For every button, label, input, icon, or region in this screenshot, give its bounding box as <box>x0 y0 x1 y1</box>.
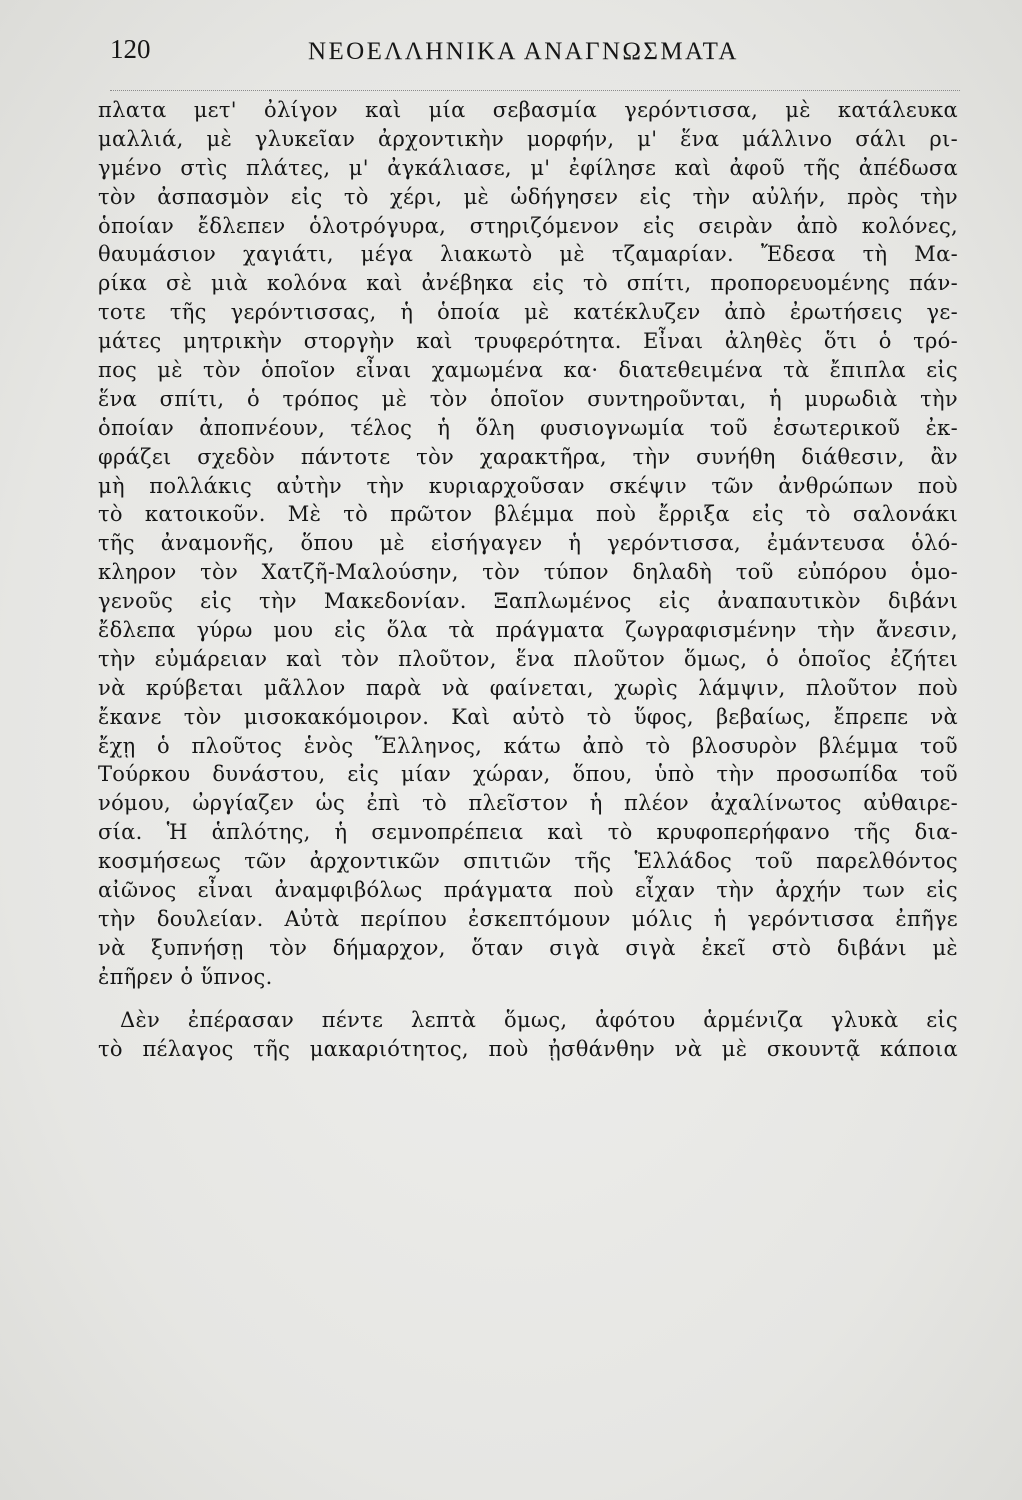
text-line: τὸ κατοικοῦν. Μὲ τὸ πρῶτον βλέμμα ποὺ ἔρριξα εἰς τὸ σαλονάκι <box>98 502 958 527</box>
text-line: Τούρκου δυνάστου, εἰς μίαν χώραν, ὅπου, ὑπὸ τὴν προσωπίδα τοῦ <box>98 762 958 787</box>
text-line: κοσμήσεως τῶν ἀρχοντικῶν σπιτιῶν τῆς Ἑλλάδος τοῦ παρελθόντος <box>98 849 958 874</box>
text-line: ἐπῆρεν ὁ ὕπνος. <box>98 964 273 989</box>
text-line: φράζει σχεδὸν πάντοτε τὸν χαρακτῆρα, τὴν συνήθη διάθεσιν, ἂν <box>98 444 958 469</box>
text-line: μὴ πολλάκις αὐτὴν τὴν κυριαρχοῦσαν σκέψιν τῶν ἀνθρώπων ποὺ <box>98 473 958 498</box>
text-line: τῆς ἀναμονῆς, ὅπου μὲ εἰσήγαγεν ἡ γερόντισσα, ἐμάντευσα ὁλό- <box>98 531 958 556</box>
text-line: γενοῦς εἰς τὴν Μακεδονίαν. Ξαπλωμένος εἰς ἀναπαυτικὸν διβάνι <box>98 589 958 614</box>
paragraph <box>98 96 958 992</box>
text-line: νόμου, ὠργίαζεν ὡς ἐπὶ τὸ πλεῖστον ἡ πλέον ἀχαλίνωτος αὐθαιρε- <box>98 791 958 816</box>
text-line: ὁποίαν ἀποπνέουν, τέλος ἡ ὅλη φυσιογνωμία τοῦ ἐσωτερικοῦ ἐκ- <box>98 415 958 440</box>
text-line: πλατα μετ' ὀλίγον καὶ μία σεβασμία γερόντισσα, μὲ κατάλευκα <box>98 98 958 122</box>
text-line: ρίκα σὲ μιὰ κολόνα καὶ ἀνέβηκα εἰς τὸ σπίτι, προπορευομένης πάν- <box>98 271 958 296</box>
text-line: τὴν δουλείαν. Αὐτὰ περίπου ἐσκεπτόμουν μόλις ἡ γερόντισσα ἐπῆγε <box>98 906 958 931</box>
text-line: θαυμάσιον χαγιάτι, μέγα λιακωτὸ μὲ τζαμαρίαν. Ἔδεσα τὴ Μα- <box>98 242 958 267</box>
running-title: ΝΕΟΕΛΛΗΝΙΚΑ ΑΝΑΓΝΩΣΜΑΤΑ <box>308 38 739 65</box>
text-line: τοτε τῆς γερόντισσας, ἡ ὁποία μὲ κατέκλυζεν ἀπὸ ἐρωτήσεις γε- <box>98 300 958 325</box>
text-line: μάτες μητρικὴν στοργὴν καὶ τρυφερότητα. Εἶναι ἀληθὲς ὅτι ὁ τρό- <box>98 329 958 354</box>
page-header <box>110 34 960 74</box>
paragraph <box>98 1006 958 1064</box>
text-line: ἔκανε τὸν μισοκακόμοιρον. Καὶ αὐτὸ τὸ ὕφος, βεβαίως, ἔπρεπε νὰ <box>98 704 958 729</box>
text-line: ἕνα σπίτι, ὁ τρόπος μὲ τὸν ὁποῖον συντηροῦνται, ἡ μυρωδιὰ τὴν <box>98 386 958 411</box>
text-line: σία. Ἡ ἁπλότης, ἡ σεμνοπρέπεια καὶ τὸ κρυφοπερήφανο τῆς δια- <box>98 820 958 845</box>
text-line: κληρον τὸν Χατζῆ-Μαλούσην, τὸν τύπον δηλαδὴ τοῦ εὐπόρου ὁμο- <box>98 560 958 585</box>
text-line: ὁποίαν ἔδλεπεν ὁλοτρόγυρα, στηριζόμενον εἰς σειρὰν ἀπὸ κολόνες, <box>98 213 958 238</box>
text-line: πος μὲ τὸν ὁποῖον εἶναι χαμωμένα κα· διατεθειμένα τὰ ἔπιπλα εἰς <box>98 358 958 383</box>
text-line: τὸν ἀσπασμὸν εἰς τὸ χέρι, μὲ ὡδήγησεν εἰς τὴν αὐλήν, πρὸς τὴν <box>98 184 958 209</box>
header-rule <box>110 90 960 91</box>
page-number: 120 <box>110 34 151 64</box>
text-line: Δὲν ἐπέρασαν πέντε λεπτὰ ὅμως, ἀφότου ἁρμένιζα γλυκὰ εἰς <box>120 1007 958 1032</box>
text-line: νὰ κρύβεται μᾶλλον παρὰ νὰ φαίνεται, χωρὶς λάμψιν, πλοῦτον ποὺ <box>98 675 958 700</box>
text-line: γμένο στὶς πλάτες, μ' ἀγκάλιασε, μ' ἐφίλησε καὶ ἀφοῦ τῆς ἀπέδωσα <box>98 155 958 180</box>
body-text <box>98 96 958 1063</box>
text-line: τὴν εὐμάρειαν καὶ τὸν πλοῦτον, ἕνα πλοῦτον ὅμως, ὁ ὁποῖος ἐζήτει <box>98 646 958 671</box>
text-line: τὸ πέλαγος τῆς μακαριότητος, ποὺ ᾐσθάνθην νὰ μὲ σκουντᾷ κάποια <box>98 1036 958 1061</box>
text-line: νὰ ξυπνήσῃ τὸν δήμαρχον, ὅταν σιγὰ σιγὰ ἐκεῖ στὸ διβάνι μὲ <box>98 935 958 960</box>
text-line: ἔδλεπα γύρω μου εἰς ὅλα τὰ πράγματα ζωγραφισμένην τὴν ἄνεσιν, <box>98 618 958 643</box>
paragraph-gap <box>98 992 958 1006</box>
text-line: ἔχῃ ὁ πλοῦτος ἑνὸς Ἕλληνος, κάτω ἀπὸ τὸ βλοσυρὸν βλέμμα τοῦ <box>98 733 958 758</box>
text-line: αἰῶνος εἶναι ἀναμφιβόλως πράγματα ποὺ εἶχαν τὴν ἀρχήν των εἰς <box>98 878 958 903</box>
text-line: μαλλιά, μὲ γλυκεῖαν ἀρχοντικὴν μορφήν, μ' ἕνα μάλλινο σάλι ρι- <box>98 126 958 151</box>
